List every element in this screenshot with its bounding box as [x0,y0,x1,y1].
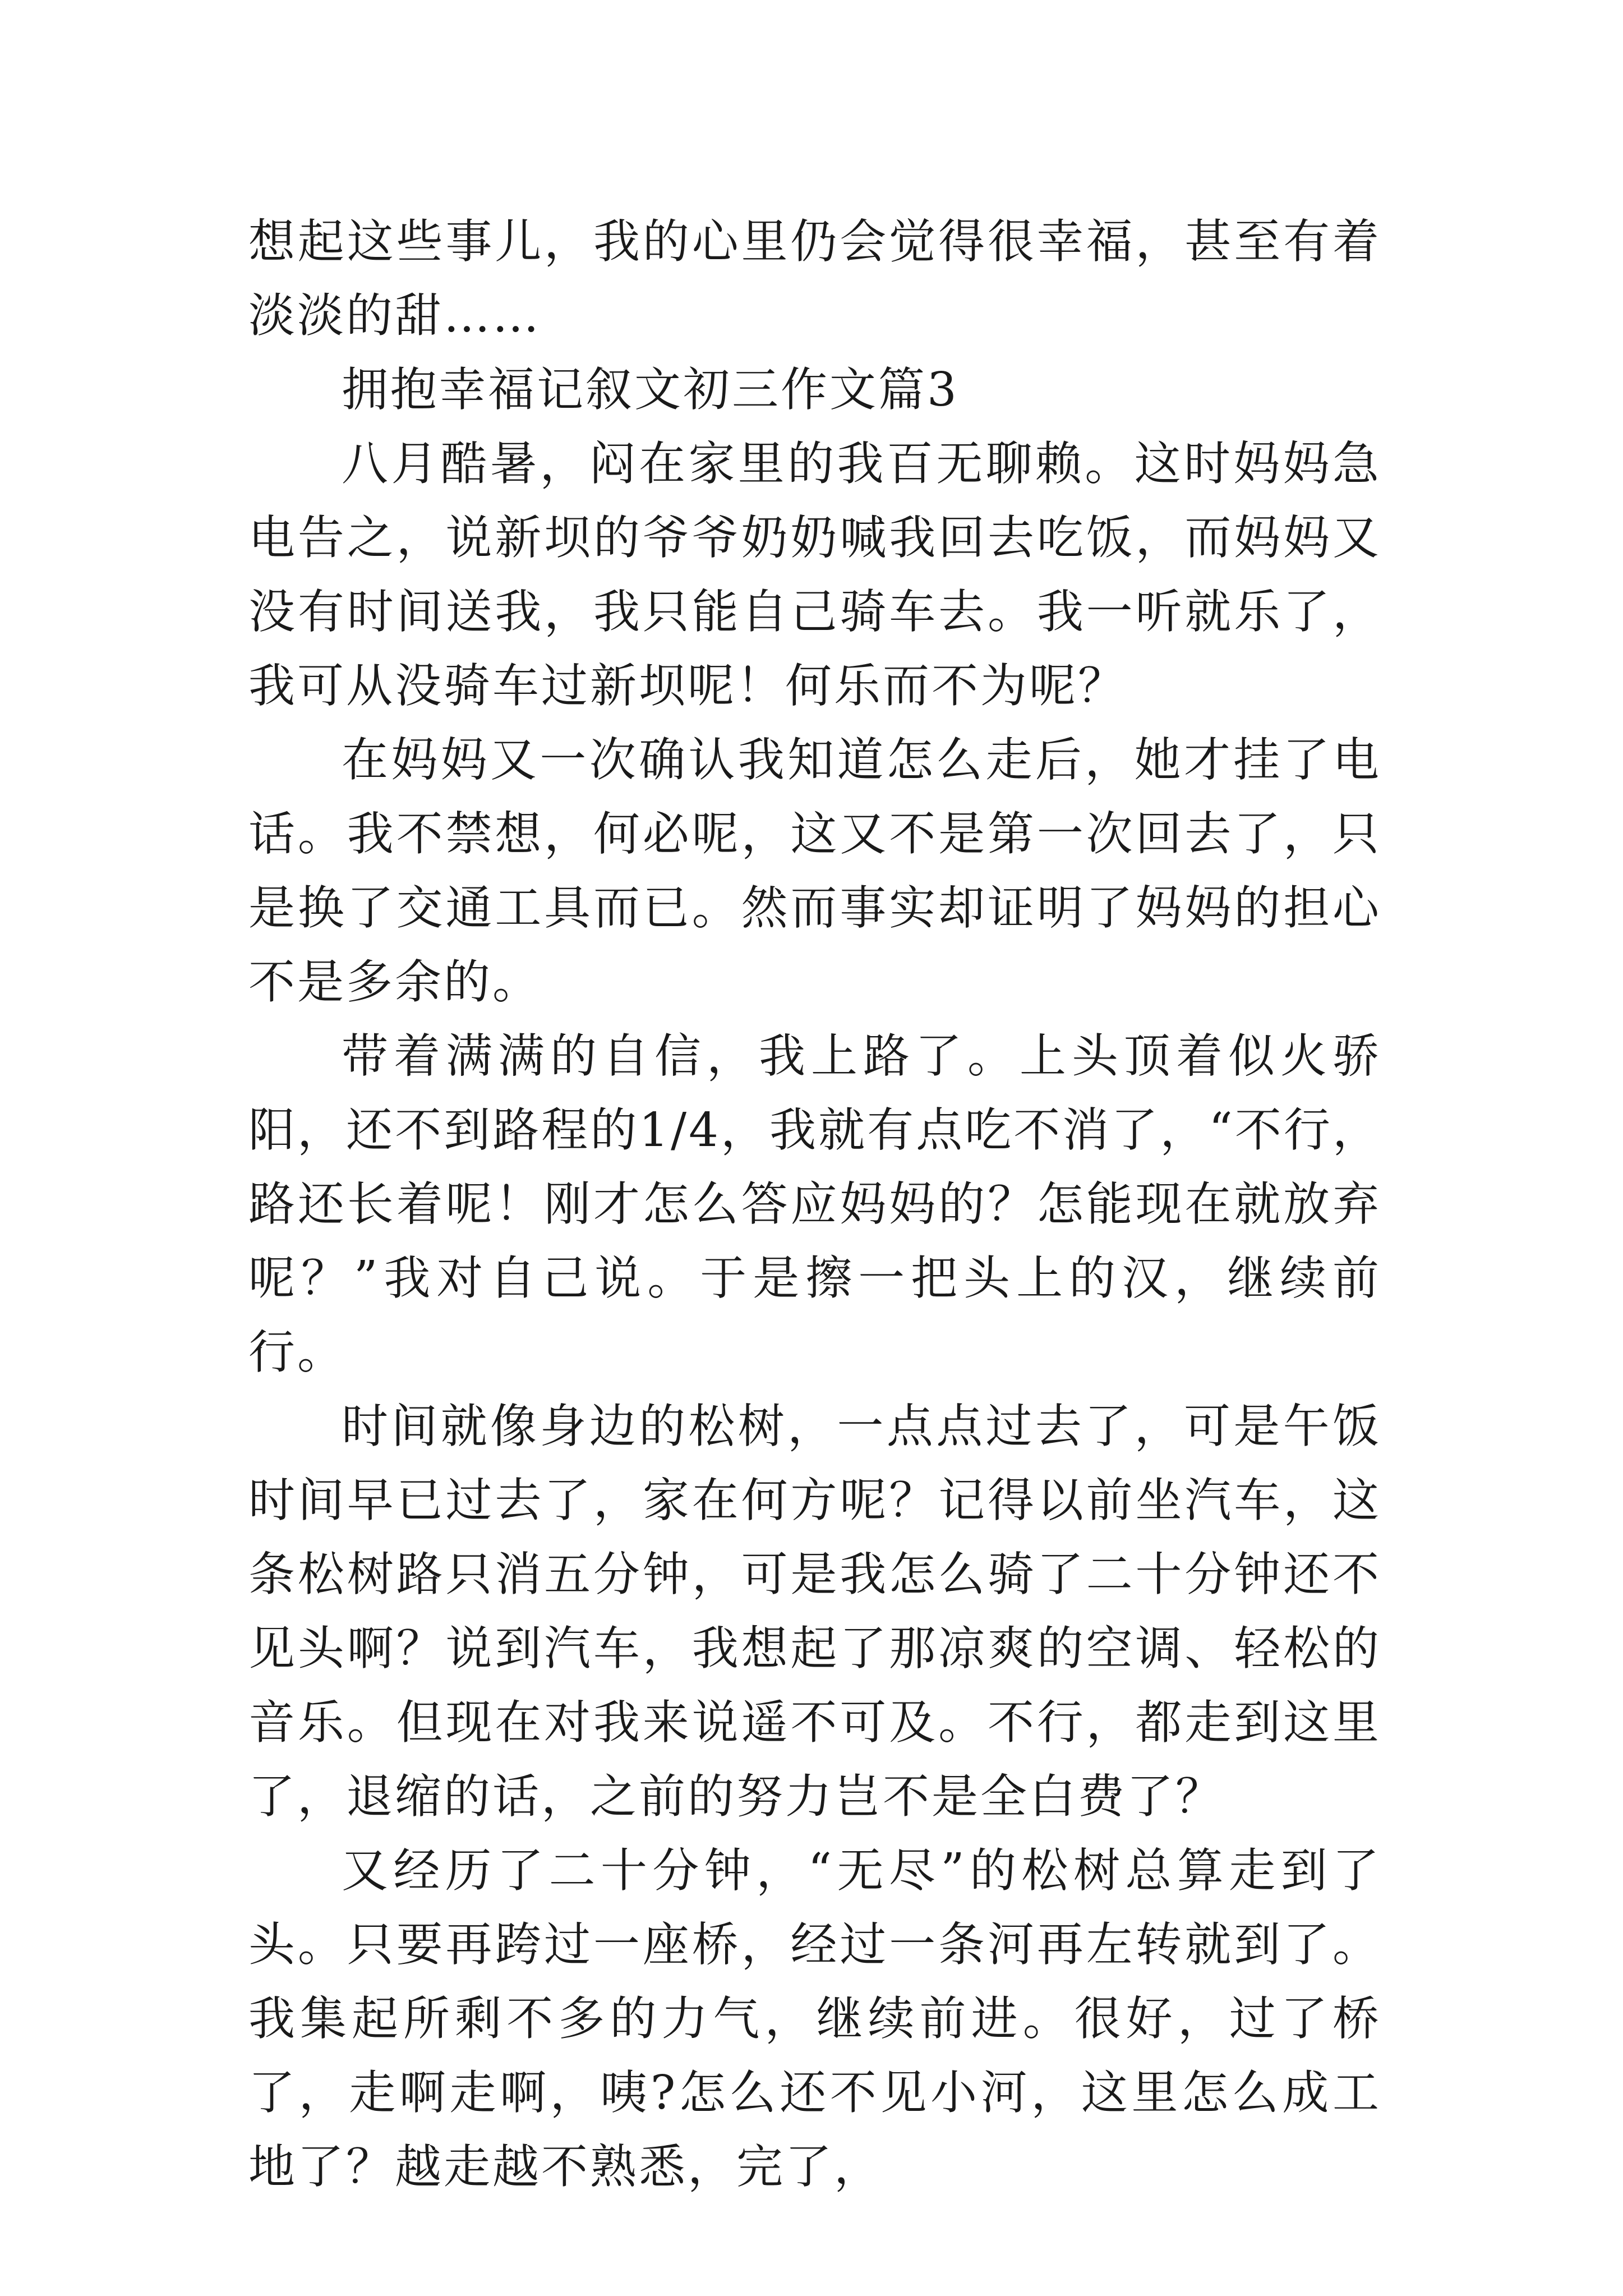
paragraph: 带着满满的自信，我上路了。上头顶着似火骄阳，还不到路程的1/4，我就有点吃不消了，“不行，路还长着呢！刚才怎么答应妈妈的？怎能现在就放弃呢？”我对自己说。于是擦一把头上的汉，继续前行。 [248,1029,1381,1379]
paragraph: 在妈妈又一次确认我知道怎么走后，她才挂了电话。我不禁想，何必呢，这又不是第一次回去了，只是换了交通工具而已。然而事实却证明了妈妈的担心不是多余的。 [248,733,1381,1009]
paragraph-continuation: 想起这些事儿，我的心里仍会觉得很幸福，甚至有着淡淡的甜…… [248,214,1381,343]
paragraph: 又经历了二十分钟，“无尽”的松树总算走到了头。只要再跨过一座桥，经过一条河再左转就到了。我集起所剩不多的力气，继续前进。很好，过了桥了，走啊走啊，咦?怎么还不见小河，这里怎么成工地了？越走越不熟悉，完了， [248,1843,1381,2194]
section-heading: 拥抱幸福记叙文初三作文篇3 [342,362,959,417]
paragraph: 时间就像身边的松树，一点点过去了，可是午饭时间早已过去了，家在何方呢？记得以前坐汽车，这条松树路只消五分钟，可是我怎么骑了二十分钟还不见头啊？说到汽车，我想起了那凉爽的空调、轻松的音乐。但现在对我来说遥不可及。不行，都走到这里了，退缩的话，之前的努力岂不是全白费了？ [248,1399,1381,1824]
paragraph: 八月酷暑，闷在家里的我百无聊赖。这时妈妈急电告之，说新坝的爷爷奶奶喊我回去吃饭，而妈妈又没有时间送我，我只能自己骑车去。我一听就乐了，我可从没骑车过新坝呢！何乐而不为呢？ [248,436,1381,713]
document-body [248,205,1381,2204]
